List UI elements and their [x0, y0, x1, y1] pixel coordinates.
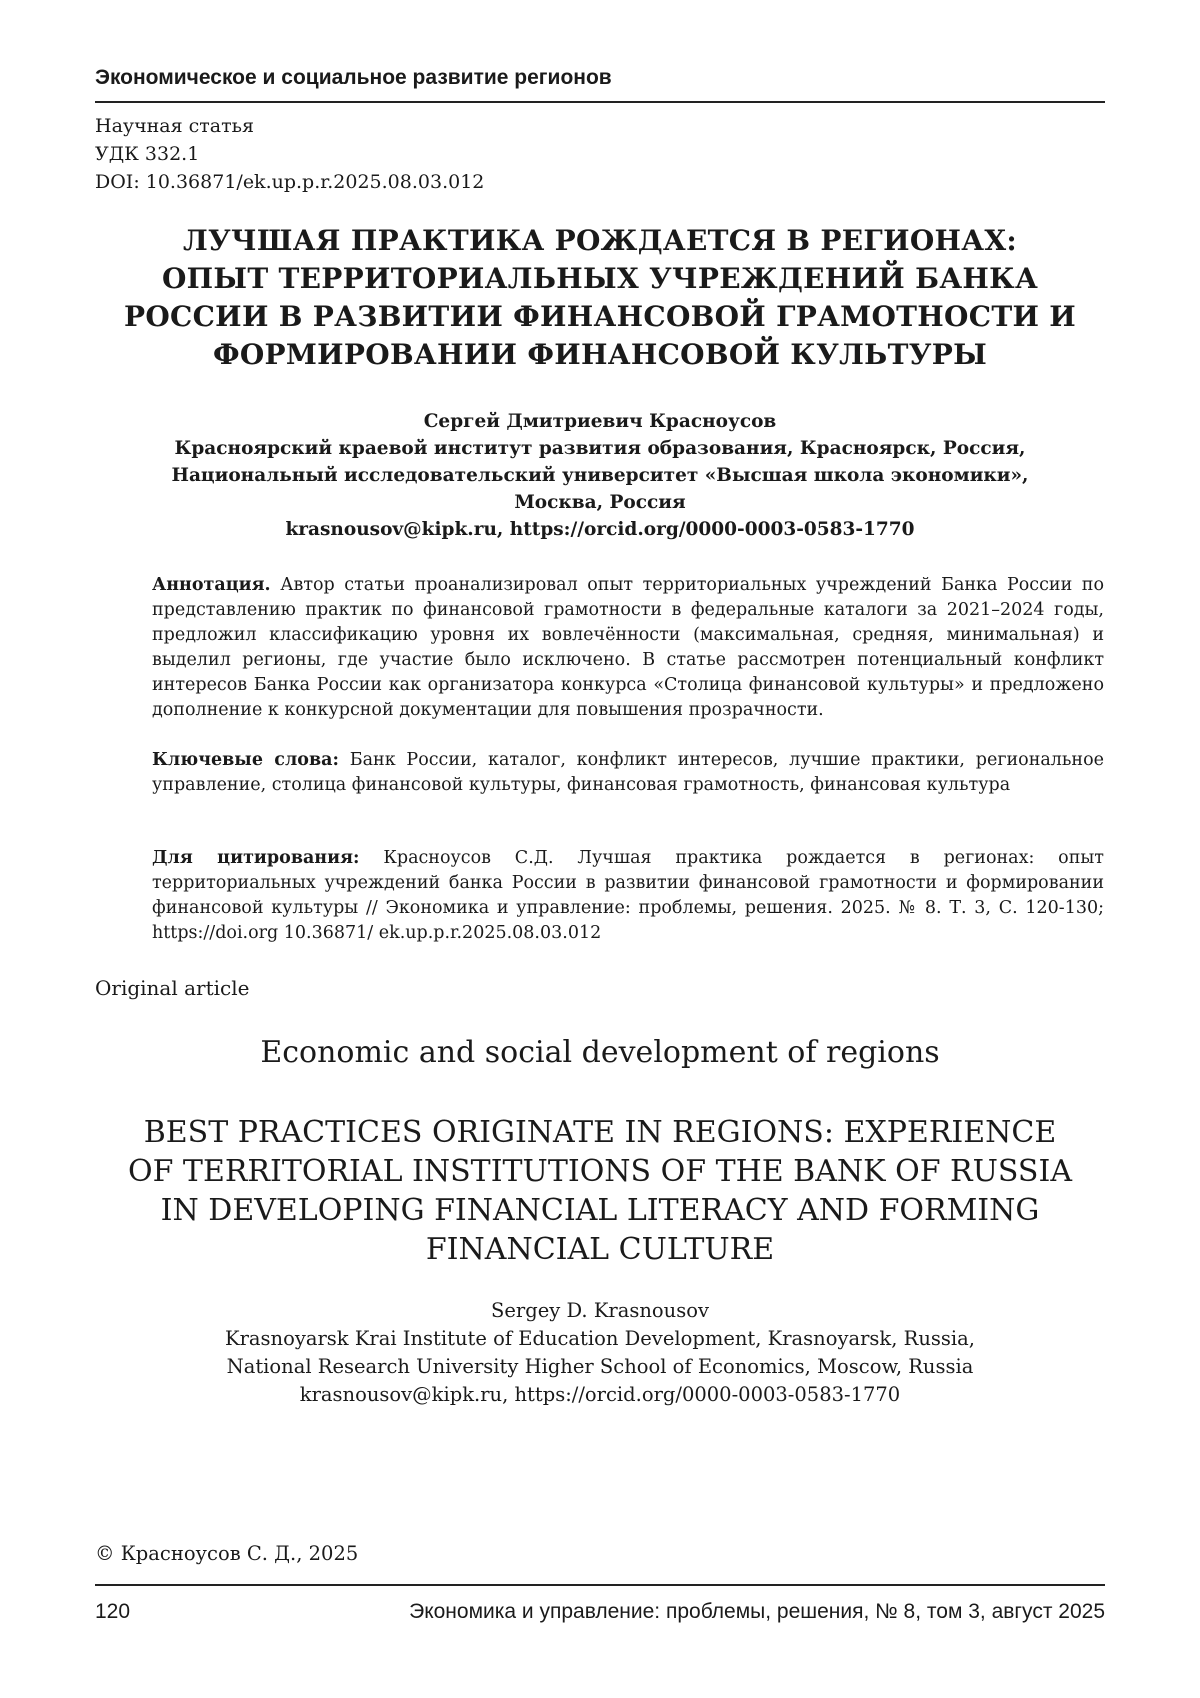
author-block-ru [95, 408, 1105, 543]
abstract-label: Аннотация. [152, 575, 271, 595]
article-type: Научная статья [95, 115, 254, 137]
header-rule [95, 101, 1105, 103]
title-ru-line: ЛУЧШАЯ ПРАКТИКА РОЖДАЕТСЯ В РЕГИОНАХ: [182, 224, 1018, 257]
abstract [152, 573, 1104, 723]
keywords-label: Ключевые слова: [152, 750, 339, 770]
title-en-line: BEST PRACTICES ORIGINATE IN REGIONS: EXPERIENCE [143, 1115, 1057, 1150]
author-affiliation-ru: Москва, Россия [514, 492, 686, 513]
citation-label: Для цитирования: [152, 848, 360, 868]
copyright-notice: © Красноусов С. Д., 2025 [95, 1542, 359, 1565]
author-block-en [95, 1297, 1105, 1409]
footer-rule [95, 1584, 1105, 1586]
author-affiliation-ru: Национальный исследовательский университет «Высшая школа экономики», [171, 465, 1029, 486]
title-ru-line: ОПЫТ ТЕРРИТОРИАЛЬНЫХ УЧРЕЖДЕНИЙ БАНКА [161, 262, 1039, 295]
keywords-text: Банк России, каталог, конфликт интересов, лучшие практики, региональное управление, столица финансовой культуры, финансовая грамотность, финансовая культура [152, 750, 1104, 795]
journal-section-header: Экономическое и социальное развитие регионов [95, 66, 612, 89]
udc-code: УДК 332.1 [95, 143, 200, 165]
article-title-ru [95, 222, 1105, 374]
title-ru-line: РОССИИ В РАЗВИТИИ ФИНАНСОВОЙ ГРАМОТНОСТИ И [123, 300, 1077, 333]
abstract-text: Автор статьи проанализировал опыт территориальных учреждений Банка России по представлению практик по финансовой грамотности в федеральные каталоги за 2021–2024 годы, предложил классификацию уровня их вовлечённости (максимальная, средняя, минимальная) и выделил регионы, где участие было исключено. В статье рассмотрен потенциальный конфликт интересов Банка России как организатора конкурса «Столица финансовой культуры» и предложено дополнение к конкурсной документации для повышения прозрачности. [152, 575, 1104, 720]
title-en-line: IN DEVELOPING FINANCIAL LITERACY AND FORMING [160, 1193, 1040, 1228]
journal-section-en: Economic and social development of regions [260, 1035, 940, 1070]
citation-text: Красноусов С.Д. Лучшая практика рождается в регионах: опыт территориальных учреждений банка России в развитии финансовой грамотности и формировании финансовой культуры // Экономика и управление: проблемы, решения. 2025. № 8. Т. 3, С. 120-130; https://doi.org 10.36871/ ek.up.p.r.2025.08.03.012 [152, 848, 1104, 943]
author-contacts-ru[interactable]: krasnousov@kipk.ru, https://orcid.org/0000-0003-0583-1770 [285, 519, 915, 540]
page-number: 120 [95, 1600, 131, 1623]
author-affiliation-en: National Research University Higher School of Economics, Moscow, Russia [226, 1355, 974, 1378]
article-title-en [95, 1113, 1105, 1269]
keywords [152, 748, 1104, 798]
doi-link[interactable]: DOI: 10.36871/ek.up.p.r.2025.08.03.012 [95, 171, 485, 193]
title-ru-line: ФОРМИРОВАНИИ ФИНАНСОВОЙ КУЛЬТУРЫ [212, 338, 988, 371]
author-affiliation-ru: Красноярский краевой институт развития образования, Красноярск, Россия, [174, 438, 1026, 459]
citation [152, 846, 1104, 946]
author-name-ru: Сергей Дмитриевич Красноусов [423, 411, 777, 432]
title-en-line: FINANCIAL CULTURE [425, 1232, 775, 1267]
author-name-en: Sergey D. Krasnousov [491, 1299, 709, 1322]
article-type-en: Original article [95, 976, 250, 1000]
author-affiliation-en: Krasnoyarsk Krai Institute of Education Development, Krasnoyarsk, Russia, [225, 1327, 975, 1350]
author-contacts-en[interactable]: krasnousov@kipk.ru, https://orcid.org/0000-0003-0583-1770 [299, 1383, 901, 1406]
title-en-line: OF TERRITORIAL INSTITUTIONS OF THE BANK OF RUSSIA [127, 1154, 1073, 1189]
journal-issue-footer: Экономика и управление: проблемы, решения, № 8, том 3, август 2025 [409, 1600, 1105, 1623]
